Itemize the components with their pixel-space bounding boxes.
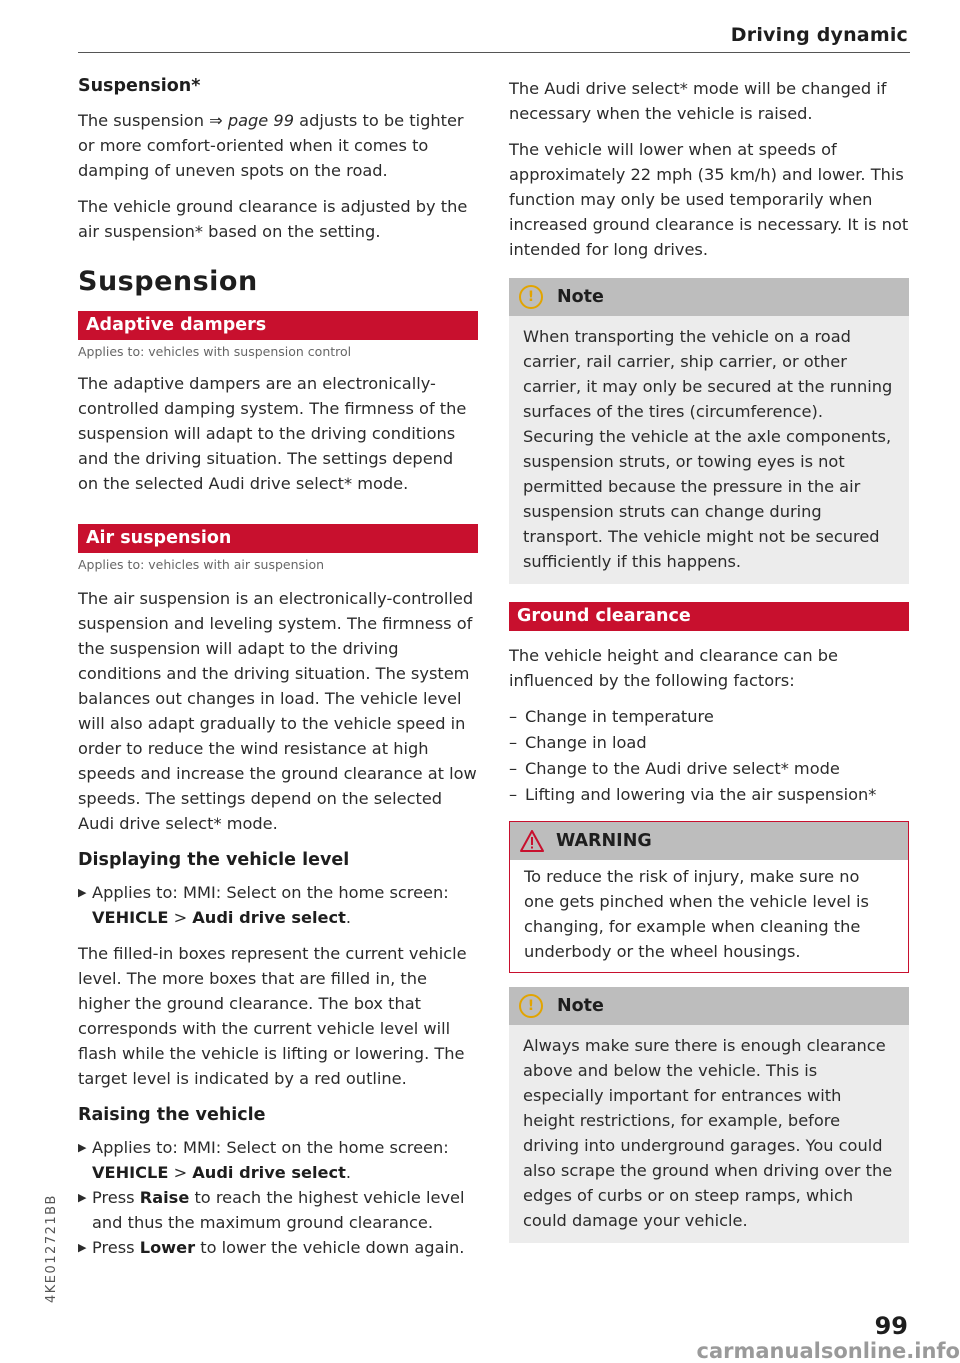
lowering-text: The vehicle will lower when at speeds of approximately 22 mph (35 km/h) and lower. This function may only be used temporarily when increased ground clearance is necessary. It is not intended for long drives. <box>509 140 909 259</box>
adaptive-applies-to: Applies to: vehicles with suspension control <box>78 344 352 359</box>
info-circle-icon: ! <box>519 285 543 309</box>
list-item: – Change in load <box>509 733 647 752</box>
warning-text: To reduce the risk of injury, make sure no one gets pinched when the vehicle level is changing, for example when cleaning the underbody or the wheel housings. <box>524 867 869 961</box>
watermark: carmanualsonline.info <box>696 1339 960 1363</box>
drive-select-text: The Audi drive select* mode will be changed if necessary when the vehicle is raised. <box>509 79 887 123</box>
running-header: Driving dynamic <box>730 24 908 46</box>
note-title: Note <box>557 996 604 1016</box>
warning-triangle-icon <box>520 830 544 852</box>
note-box-transport <box>509 278 909 584</box>
suspension-star-heading: Suspension* <box>78 76 201 96</box>
air-suspension-text: The air suspension is an electronically-controlled suspension and leveling system. The firmness of the suspension will adapt to the driving conditions and the driving situation. The system balances out changes in load. The vehicle level will also adapt gradually to the vehicle speed in order to reduce the wind resistance at high speeds and increase the ground clearance at low speeds. The settings depend on the selected Audi drive select* mode. <box>78 589 477 833</box>
document-code: 4KE012721BB <box>44 1194 59 1303</box>
page-reference-link[interactable]: ⇒ page 99 <box>209 111 295 130</box>
warning-title: WARNING <box>556 831 652 851</box>
raising-bullet-2: ▶ Press Raise to reach the highest vehicle level and thus the maximum ground clearance. <box>78 1185 478 1235</box>
bullet-arrow-icon: ▶ <box>78 1241 87 1254</box>
adaptive-dampers-heading: Adaptive dampers <box>78 311 478 340</box>
intro-paragraph-2: The vehicle ground clearance is adjusted by the air suspension* based on the setting. <box>78 197 468 241</box>
menu-drive-select: Audi drive select <box>192 1163 346 1182</box>
page-number: 99 <box>874 1312 908 1340</box>
adaptive-dampers-text: The adaptive dampers are an electronically-controlled damping system. The firmness of the suspension will adapt to the driving conditions and the driving situation. The settings depend on the selected Audi drive select* mode. <box>78 374 467 493</box>
raising-vehicle-heading: Raising the vehicle <box>78 1105 266 1125</box>
menu-drive-select: Audi drive select <box>192 908 346 927</box>
raise-button-label: Raise <box>139 1188 190 1207</box>
raising-bullet-3: ▶ Press Lower to lower the vehicle down again. <box>78 1235 478 1260</box>
menu-vehicle: VEHICLE <box>92 908 169 927</box>
bullet-arrow-icon: ▶ <box>78 886 87 899</box>
header-rule <box>78 52 910 53</box>
air-applies-to: Applies to: vehicles with air suspension <box>78 557 325 572</box>
menu-vehicle: VEHICLE <box>92 1163 169 1182</box>
list-item: – Change in temperature <box>509 707 714 726</box>
factors-list <box>509 704 909 807</box>
displaying-bullet: ▶ Applies to: MMI: Select on the home screen: VEHICLE > Audi drive select. <box>78 880 478 930</box>
ground-clearance-text: The vehicle height and clearance can be influenced by the following factors: <box>509 646 838 690</box>
bullet-arrow-icon: ▶ <box>78 1141 87 1154</box>
note-header <box>509 987 909 1025</box>
bullet-arrow-icon: ▶ <box>78 1191 87 1204</box>
displaying-level-heading: Displaying the vehicle level <box>78 850 350 870</box>
right-column <box>509 70 909 1243</box>
displaying-level-text: The filled-in boxes represent the current vehicle level. The more boxes that are filled in, the higher the ground clearance. The box that corresponds with the current vehicle level will flash while the vehicle is lifting or lowering. The target level is indicated by a red outline. <box>78 944 467 1088</box>
list-item: – Lifting and lowering via the air suspension* <box>509 785 877 804</box>
note-text: Always make sure there is enough clearance above and below the vehicle. This is especially important for entrances with height restrictions, for example, before driving into underground garages. You could also scrape the ground when driving over the edges of curbs or on steep ramps, which could damage your vehicle. <box>523 1036 893 1230</box>
list-item: – Change to the Audi drive select* mode <box>509 759 840 778</box>
note-box-clearance <box>509 987 909 1243</box>
note-header <box>509 278 909 316</box>
note-title: Note <box>557 287 604 307</box>
lower-button-label: Lower <box>139 1238 196 1257</box>
ground-clearance-heading: Ground clearance <box>509 602 909 631</box>
note-text: When transporting the vehicle on a road carrier, rail carrier, ship carrier, or other carrier, it may only be secured at the running surfaces of the tires (circumference). Securing the vehicle at the axle components, suspension struts, or towing eyes is not permitted because the pressure in the air suspension struts can change during transport. The vehicle might not be secured sufficiently if this happens. <box>523 327 893 571</box>
warning-header <box>510 822 908 860</box>
raising-bullet-1: ▶ Applies to: MMI: Select on the home screen: VEHICLE > Audi drive select. <box>78 1135 478 1185</box>
air-suspension-heading: Air suspension <box>78 524 478 553</box>
warning-box <box>509 821 909 973</box>
left-column <box>78 70 478 1260</box>
intro-paragraph-1: The suspension ⇒ page 99 adjusts to be tighter or more comfort-oriented when it comes to damping of uneven spots on the road. <box>78 111 464 180</box>
section-heading: Suspension <box>78 266 258 297</box>
info-circle-icon: ! <box>519 994 543 1018</box>
